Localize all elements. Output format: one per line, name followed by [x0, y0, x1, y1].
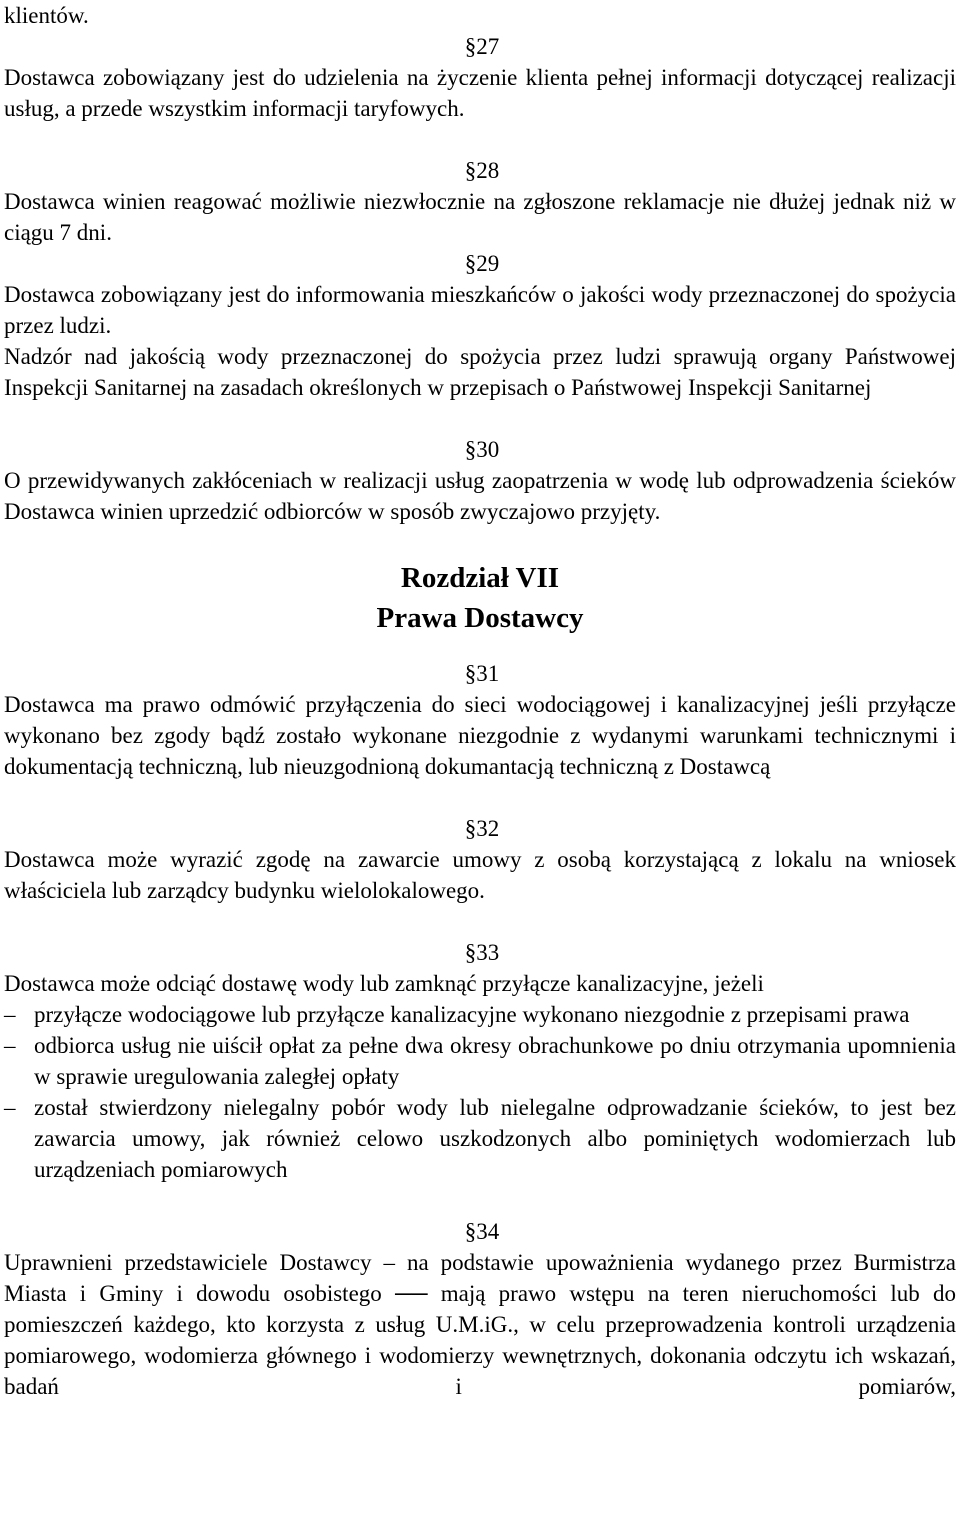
section-32-number: §32 [464, 816, 500, 841]
section-30-number: §30 [464, 437, 500, 462]
section-27-text: Dostawca zobowiązany jest do udzielenia na życzenie klienta pełnej informacji dotyczącej realizacji usług, a przede wszystkim informacji taryfowych. [4, 65, 956, 121]
dash-bullet: – [4, 1033, 16, 1058]
dash-bullet: – [4, 1095, 16, 1120]
chapter-subtitle: Prawa Dostawcy [376, 602, 584, 634]
list-item-text: odbiorca usług nie uiścił opłat za pełne dwa okresy obrachunkowe po dniu otrzymania upomnienia w sprawie uregulowania zaległej opłaty [34, 1033, 956, 1089]
dash-bullet: – [4, 1002, 16, 1027]
list-item [4, 1092, 956, 1185]
section-33-intro: Dostawca może odciąć dostawę wody lub zamknąć przyłącze kanalizacyjne, jeżeli [4, 971, 764, 996]
section-29-text-2: Nadzór nad jakością wody przeznaczonej do spożycia przez ludzi sprawują organy Państwowej Inspekcji Sanitarnej na zasadach określonych w przepisach o Państwowej Inspekcji Sanitarnej [4, 344, 956, 400]
spacer [4, 638, 956, 658]
section-31-number: §31 [464, 661, 500, 686]
list-item [4, 1030, 956, 1092]
section-32-text: Dostawca może wyrazić zgodę na zawarcie umowy z osobą korzystającą z lokalu na wniosek właściciela lub zarządcy budynku wielolokalowego. [4, 847, 956, 903]
section-29-number: §29 [464, 251, 500, 276]
section-29-text-1: Dostawca zobowiązany jest do informowania mieszkańców o jakości wody przeznaczonej do spożycia przez ludzi. [4, 282, 956, 338]
paragraph-26-tail: klientów. [4, 3, 89, 28]
section-28-number: §28 [464, 158, 500, 183]
spacer [4, 906, 956, 937]
section-34-text: Uprawnieni przedstawiciele Dostawcy – na podstawie upoważnienia wydanego przez Burmistrza Miasta i Gminy i dowodu osobistego ── mają prawo wstępu na teren nieruchomości lub do pomieszczeń każdego, kto korzysta z usług U.M.iG., w celu przeprowadzenia kontroli urządzenia pomiarowego, wodomierza głównego i wodomierzy wewnętrznych, dokonania odczytu ich wskazań, badań i pomiarów, [4, 1250, 956, 1399]
spacer [4, 403, 956, 434]
section-30-text: O przewidywanych zakłóceniach w realizacji usług zaopatrzenia w wodę lub odprowadzenia ścieków Dostawca winien uprzedzić odbiorców w sposób zwyczajowo przyjęty. [4, 468, 956, 524]
section-28-text: Dostawca winien reagować możliwie niezwłocznie na zgłoszone reklamacje nie dłużej jednak niż w ciągu 7 dni. [4, 189, 956, 245]
section-34-number: §34 [464, 1219, 500, 1244]
chapter-title: Rozdział VII [400, 562, 560, 594]
spacer [4, 527, 956, 558]
section-33-number: §33 [464, 940, 500, 965]
list-item [4, 999, 956, 1030]
list-item-text: został stwierdzony nielegalny pobór wody lub nielegalne odprowadzanie ścieków, to jest bez zawarcia umowy, jak również celowo uszkodzonych albo pominiętych wodomierzach lub urządzeniach pomiarowych [34, 1095, 956, 1182]
spacer [4, 1185, 956, 1216]
spacer [4, 782, 956, 813]
section-31-text: Dostawca ma prawo odmówić przyłączenia do sieci wodociągowej i kanalizacyjnej jeśli przyłącze wykonano bez zgody bądź zostało wykonane niezgodnie z wydanymi warunkami technicznymi i dokumentacją techniczną, lub nieuzgodnioną dokumantacją techniczną z Dostawcą [4, 692, 956, 779]
section-27-number: §27 [464, 34, 500, 59]
list-item-text: przyłącze wodociągowe lub przyłącze kanalizacyjne wykonano niezgodnie z przepisami prawa [34, 1002, 910, 1027]
spacer [4, 124, 956, 155]
document-page [4, 0, 956, 1402]
